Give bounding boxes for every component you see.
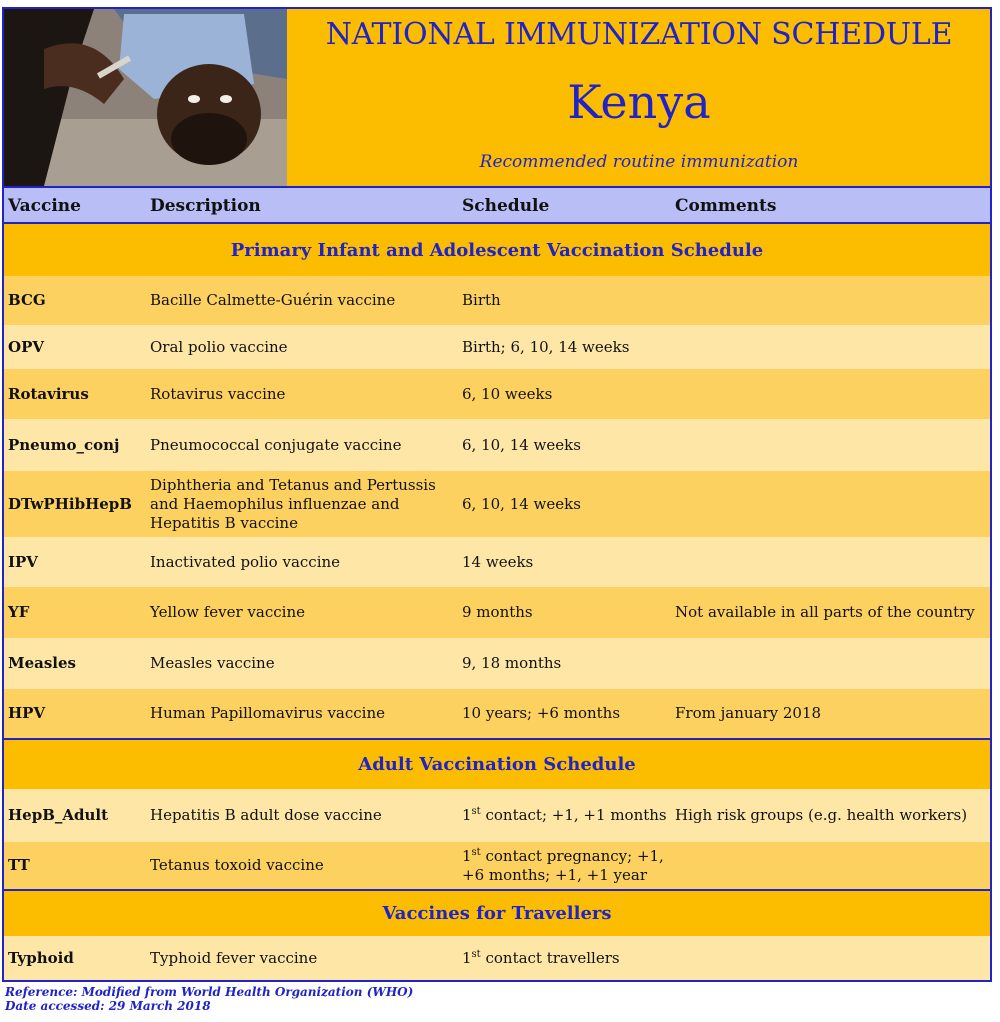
vaccine-comments: [675, 638, 990, 689]
country-name: Kenya: [567, 75, 711, 129]
vaccine-description: Diphtheria and Tetanus and Pertussis and Haemophilus influenzae and Hepatitis B vaccine: [150, 475, 436, 532]
date-accessed: Date accessed: 29 March 2018: [5, 999, 211, 1013]
ordinal-suffix: st: [471, 846, 481, 858]
vaccine-schedule: [462, 842, 667, 889]
vaccine-comments: [675, 537, 990, 587]
vaccine-name: Rotavirus: [8, 384, 89, 403]
column-header-description: Description: [150, 196, 261, 216]
vaccine-description: Human Papillomavirus vaccine: [150, 704, 386, 722]
photo-illustration: [4, 9, 287, 186]
vaccine-comments: Not available in all parts of the country: [675, 603, 975, 621]
vaccine-name: IPV: [8, 552, 38, 571]
vaccine-comments: [675, 325, 990, 369]
vaccine-comments: [675, 369, 990, 419]
table-row: [4, 689, 990, 738]
vaccine-schedule: Birth: [462, 291, 501, 309]
schedule-text: contact travellers: [480, 948, 620, 967]
vaccine-description: Typhoid fever vaccine: [150, 948, 318, 967]
vaccine-schedule: 14 weeks: [462, 552, 534, 571]
vaccine-name: TT: [8, 856, 30, 874]
vaccine-comments: High risk groups (e.g. health workers): [675, 806, 968, 824]
vaccine-name: DTwPHibHepB: [8, 494, 132, 513]
vaccine-comments: [675, 936, 990, 980]
vaccine-name: Measles: [8, 654, 76, 672]
schedule-number: 1: [462, 948, 472, 967]
ordinal-suffix: st: [471, 806, 481, 817]
vaccine-schedule: 6, 10, 14 weeks: [462, 435, 581, 454]
table-row: [4, 369, 990, 419]
table-row: [4, 325, 990, 369]
vaccine-name: OPV: [8, 337, 44, 356]
schedule-table: [2, 7, 992, 982]
vaccine-description: Yellow fever vaccine: [150, 603, 305, 621]
vaccine-comments: From january 2018: [675, 704, 822, 722]
vaccine-description: Measles vaccine: [150, 654, 275, 672]
vaccine-comments: [675, 842, 990, 889]
vaccine-schedule: 10 years; +6 months: [462, 704, 621, 722]
vaccine-name: HPV: [8, 704, 46, 722]
section-header-adult: Adult Vaccination Schedule: [4, 738, 990, 789]
vaccine-name: Typhoid: [8, 948, 74, 967]
table-row: [4, 471, 990, 537]
section-header-travellers: Vaccines for Travellers: [4, 889, 990, 936]
column-header-row: [4, 186, 990, 224]
table-row: [4, 936, 990, 980]
vaccine-name: Pneumo_conj: [8, 435, 120, 454]
vaccine-schedule: Birth; 6, 10, 14 weeks: [462, 337, 630, 356]
schedule-text: contact; +1, +1 months: [480, 806, 667, 824]
vaccine-description: Pneumococcal conjugate vaccine: [150, 435, 402, 454]
page-subtitle: Recommended routine immunization: [479, 152, 799, 172]
table-row: [4, 587, 990, 638]
vaccine-comments: [675, 276, 990, 325]
vaccine-schedule: 6, 10 weeks: [462, 384, 553, 403]
vaccine-name: BCG: [8, 291, 46, 309]
vaccine-schedule: 9 months: [462, 603, 533, 621]
schedule-text: contact pregnancy; +1, +6 months; +1, +1 year: [462, 846, 664, 884]
column-header-schedule: Schedule: [462, 196, 550, 216]
vaccine-description: Tetanus toxoid vaccine: [150, 856, 324, 874]
page-title: NATIONAL IMMUNIZATION SCHEDULE: [325, 17, 953, 52]
vaccine-description: Bacille Calmette-Guérin vaccine: [150, 291, 396, 309]
vaccine-name: YF: [8, 603, 30, 621]
child-vaccination-photo: [4, 9, 287, 186]
vaccine-comments: [675, 471, 990, 537]
table-row: [4, 638, 990, 689]
vaccine-schedule: 9, 18 months: [462, 654, 562, 672]
table-row: [4, 276, 990, 325]
vaccine-description: Oral polio vaccine: [150, 337, 288, 356]
header-banner: [4, 9, 990, 186]
table-row: [4, 842, 990, 889]
vaccine-description: Inactivated polio vaccine: [150, 552, 341, 571]
vaccine-description: Rotavirus vaccine: [150, 384, 286, 403]
vaccine-description: Hepatitis B adult dose vaccine: [150, 806, 382, 824]
vaccine-schedule: [462, 936, 667, 980]
column-header-comments: Comments: [675, 196, 777, 216]
section-header-primary: Primary Infant and Adolescent Vaccination Schedule: [4, 224, 990, 276]
vaccine-schedule: [462, 789, 667, 842]
column-header-vaccine: Vaccine: [8, 196, 81, 216]
table-row: [4, 789, 990, 842]
vaccine-name: HepB_Adult: [8, 806, 109, 824]
vaccine-schedule: 6, 10, 14 weeks: [462, 494, 581, 513]
footer-reference: [5, 985, 413, 1013]
schedule-number: 1: [462, 806, 472, 824]
reference-text: Reference: Modified from World Health Organization (WHO): [5, 985, 414, 999]
table-row: [4, 537, 990, 587]
table-row: [4, 419, 990, 471]
vaccine-comments: [675, 419, 990, 471]
schedule-number: 1: [462, 846, 472, 865]
ordinal-suffix: st: [471, 948, 481, 960]
